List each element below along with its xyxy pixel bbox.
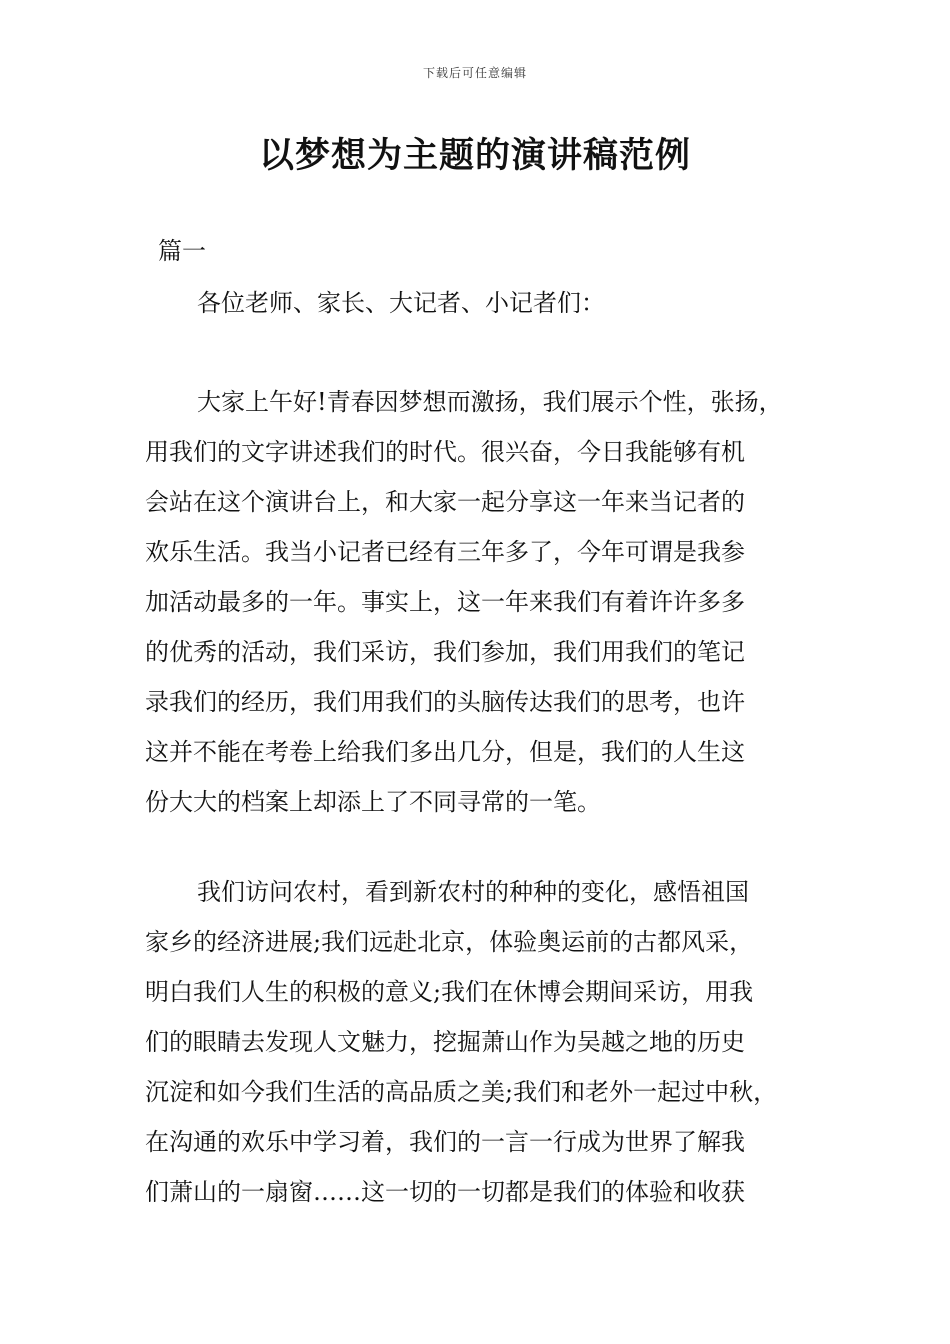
- document-title: 以梦想为主题的演讲稿范例: [258, 136, 691, 176]
- paragraph-line: 加活动最多的一年。事实上，这一年来我们有着许许多多: [145, 588, 745, 616]
- paragraph-line: 大家上午好!青春因梦想而激扬，我们展示个性，张扬，: [197, 388, 783, 416]
- paragraph-line: 沉淀和如今我们生活的高品质之美;我们和老外一起过中秋，: [145, 1078, 778, 1106]
- paragraph-line: 会站在这个演讲台上，和大家一起分享这一年来当记者的: [145, 488, 745, 516]
- paragraph-line: 份大大的档案上却添上了不同寻常的一笔。: [145, 788, 601, 816]
- paragraph-line: 这并不能在考卷上给我们多出几分，但是，我们的人生这: [145, 738, 745, 766]
- paragraph-line: 的优秀的活动，我们采访，我们参加，我们用我们的笔记: [145, 638, 745, 666]
- paragraph-1: [145, 377, 835, 827]
- paragraph-2: [145, 867, 835, 1217]
- paragraph-line: 欢乐生活。我当小记者已经有三年多了，今年可谓是我参: [145, 538, 745, 566]
- paragraph-line: 们的眼睛去发现人文魅力，挖掘萧山作为吴越之地的历史: [145, 1028, 745, 1056]
- paragraph-line: 在沟通的欢乐中学习着，我们的一言一行成为世界了解我: [145, 1128, 745, 1156]
- header-note: 下载后可任意编辑: [422, 66, 527, 80]
- section-label: 篇一: [158, 237, 206, 265]
- paragraph-line: 录我们的经历，我们用我们的头脑传达我们的思考，也许: [145, 688, 745, 716]
- paragraph-line: 用我们的文字讲述我们的时代。很兴奋，今日我能够有机: [145, 438, 745, 466]
- paragraph-line: 家乡的经济进展;我们远赴北京，体验奥运前的古都风采，: [145, 928, 754, 956]
- paragraph-line: 我们访问农村，看到新农村的种种的变化，感悟祖国: [197, 878, 749, 906]
- paragraph-line: 明白我们人生的积极的意义;我们在休博会期间采访，用我: [145, 978, 754, 1006]
- paragraph-line: 们萧山的一扇窗……这一切的一切都是我们的体验和收获: [145, 1178, 745, 1206]
- salutation: 各位老师、家长、大记者、小记者们：: [197, 289, 605, 317]
